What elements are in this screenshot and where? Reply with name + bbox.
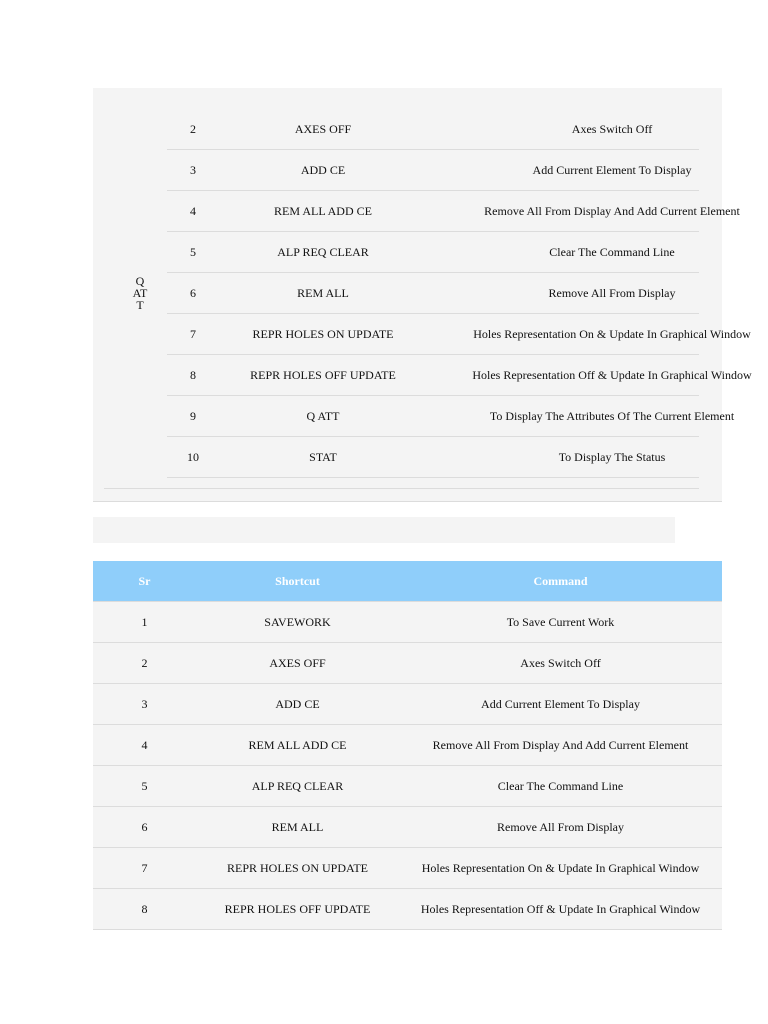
- row-shortcut: ADD CE: [275, 697, 320, 711]
- row-command: Remove All From Display And Add Current Element: [484, 204, 740, 218]
- row-shortcut: AXES OFF: [294, 122, 352, 136]
- table-row: [93, 888, 722, 930]
- row-sr: 8: [141, 902, 148, 916]
- row-command: Clear The Command Line: [549, 245, 675, 259]
- row-command: Holes Representation On & Update In Graphical Window: [421, 861, 700, 875]
- row-sr: 2: [190, 122, 196, 136]
- row-shortcut: SAVEWORK: [264, 615, 331, 629]
- table-row: [167, 109, 699, 150]
- table-row: [93, 683, 722, 724]
- row-sr: 2: [141, 656, 148, 670]
- row-shortcut: REPR HOLES ON UPDATE: [226, 861, 368, 875]
- row-shortcut: REPR HOLES ON UPDATE: [252, 327, 394, 341]
- row-command: Remove All From Display And Add Current Element: [432, 738, 689, 752]
- table-body: [93, 601, 722, 930]
- row-sr: 1: [141, 615, 148, 629]
- row-shortcut: ADD CE: [300, 163, 346, 177]
- row-shortcut: REPR HOLES OFF UPDATE: [250, 368, 396, 382]
- row-sr: 3: [141, 697, 148, 711]
- table-row: [167, 396, 735, 437]
- row-sr: 4: [190, 204, 196, 218]
- table-row: [167, 355, 752, 396]
- table-row: [167, 191, 740, 232]
- row-command: To Display The Attributes Of The Current Element: [489, 409, 735, 423]
- row-shortcut: Q ATT: [306, 409, 340, 423]
- group-label-line: Q: [135, 274, 145, 288]
- row-command: To Display The Status: [558, 450, 666, 464]
- row-command: Remove All From Display: [548, 286, 676, 300]
- row-shortcut: ALP REQ CLEAR: [251, 779, 344, 793]
- row-command: Add Current Element To Display: [481, 697, 640, 711]
- table-row: [167, 232, 699, 273]
- row-command: Holes Representation On & Update In Graphical Window: [473, 327, 751, 341]
- row-command: Remove All From Display: [497, 820, 624, 834]
- row-shortcut: AXES OFF: [269, 656, 326, 670]
- row-command: Add Current Element To Display: [532, 163, 692, 177]
- row-sr: 6: [190, 286, 196, 300]
- row-shortcut: REM ALL ADD CE: [248, 738, 347, 752]
- table-row: [93, 806, 722, 847]
- table-row: [93, 724, 722, 765]
- table-row: [167, 314, 751, 355]
- row-command: Axes Switch Off: [571, 122, 653, 136]
- header-shortcut: Shortcut: [275, 574, 320, 588]
- row-sr: 7: [141, 861, 148, 875]
- shortcut-table: [93, 561, 722, 930]
- row-shortcut: REM ALL: [271, 820, 324, 834]
- header-sr: Sr: [138, 574, 151, 588]
- row-sr: 10: [187, 450, 199, 464]
- table-row: [93, 601, 722, 642]
- row-shortcut: REM ALL ADD CE: [274, 204, 372, 218]
- header-command: Command: [533, 574, 588, 588]
- row-sr: 3: [190, 163, 196, 177]
- row-shortcut: STAT: [309, 450, 337, 464]
- table-row: [167, 273, 699, 314]
- row-sr: 9: [190, 409, 196, 423]
- inner-table: [167, 109, 752, 478]
- nested-table-block: [93, 88, 752, 502]
- row-sr: 5: [190, 245, 196, 259]
- row-shortcut: REPR HOLES OFF UPDATE: [224, 902, 371, 916]
- row-command: Clear The Command Line: [497, 779, 624, 793]
- table-row: [93, 765, 722, 806]
- table-row: [93, 642, 722, 683]
- table-row: [93, 847, 722, 888]
- row-sr: 6: [141, 820, 148, 834]
- group-label: [122, 275, 158, 311]
- row-sr: 4: [141, 738, 148, 752]
- row-shortcut: REM ALL: [297, 286, 349, 300]
- row-command: To Save Current Work: [506, 615, 615, 629]
- nested-table-frame: [104, 88, 752, 489]
- row-command: Axes Switch Off: [520, 656, 601, 670]
- row-shortcut: ALP REQ CLEAR: [277, 245, 369, 259]
- section-divider-bar: [93, 517, 675, 543]
- row-sr: 7: [190, 327, 196, 341]
- row-command: Holes Representation Off & Update In Graphical Window: [420, 902, 701, 916]
- table-row: [167, 437, 699, 478]
- table-row: [167, 150, 699, 191]
- row-sr: 8: [190, 368, 196, 382]
- table-header-row: [93, 561, 722, 601]
- group-label-line: T: [136, 298, 144, 312]
- row-command: Holes Representation Off & Update In Graphical Window: [472, 368, 752, 382]
- row-sr: 5: [141, 779, 148, 793]
- group-label-line: AT: [132, 286, 148, 300]
